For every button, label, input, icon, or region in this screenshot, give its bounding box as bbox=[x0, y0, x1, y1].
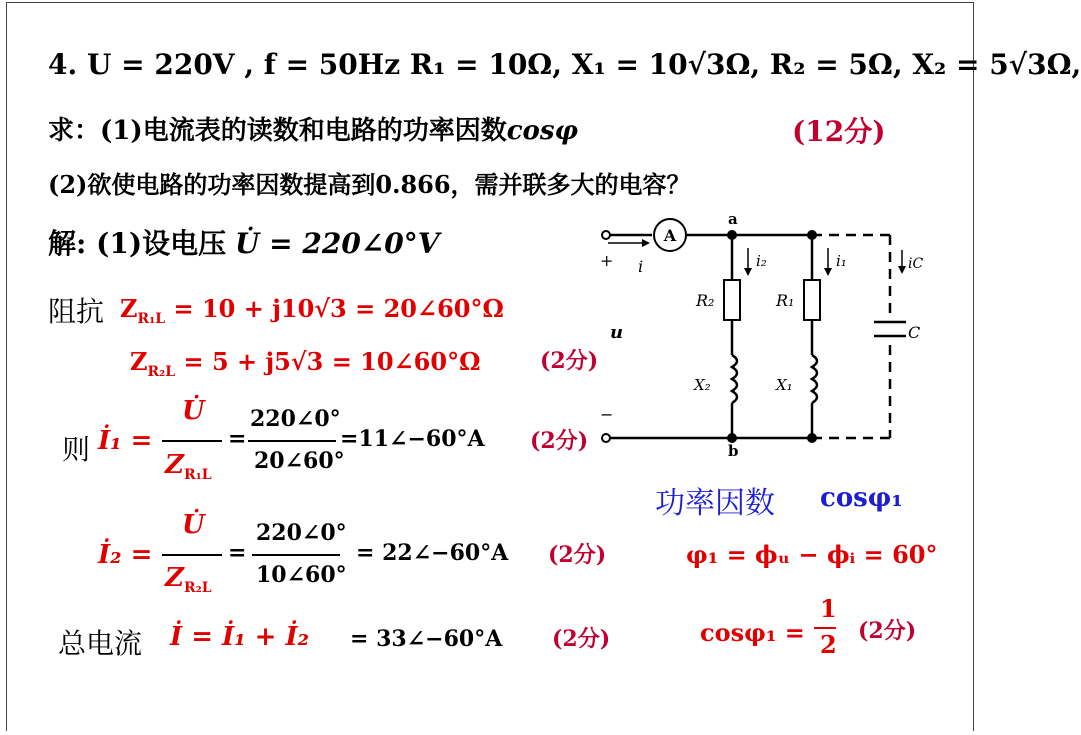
then-label: 则 bbox=[62, 433, 91, 466]
pf-symbol: cosφ₁ bbox=[820, 483, 903, 513]
problem-line3: (2)欲使电路的功率因数提高到0.866，需并联多大的电容？ bbox=[48, 170, 691, 199]
i2-fraction-bar2 bbox=[252, 554, 340, 556]
solution-intro bbox=[48, 222, 439, 262]
voltage-u-label: u bbox=[610, 322, 624, 343]
z1-subscript: R₁L bbox=[137, 310, 166, 327]
problem-score: (12分) bbox=[792, 115, 886, 148]
resistor-r1 bbox=[804, 280, 820, 320]
pf-phi-eq: φ₁ = ϕᵤ − ϕᵢ = 60° bbox=[686, 540, 938, 569]
i2-score: (2分) bbox=[548, 542, 607, 568]
z2-expression bbox=[130, 347, 480, 380]
i2-result: = 22∠−60°A bbox=[356, 540, 509, 566]
i1-num2: 220∠0° bbox=[250, 406, 341, 432]
ammeter-label: A bbox=[663, 226, 677, 245]
total-eq: İ = İ₁ + İ₂ bbox=[170, 622, 310, 652]
i1-den2: 20∠60° bbox=[254, 448, 345, 474]
pf-score: (2分) bbox=[858, 618, 917, 644]
z1-equation: = 10 + j10√3 = 20∠60°Ω bbox=[165, 294, 504, 323]
i1-label: i₁ bbox=[836, 252, 847, 270]
pf-label: 功率因数 bbox=[655, 486, 775, 521]
inductor-x2 bbox=[732, 355, 737, 403]
pf-cos-lhs: cosφ₁ = bbox=[700, 618, 805, 647]
z2-subscript: R₂L bbox=[147, 363, 176, 380]
node-a-label: a bbox=[728, 210, 738, 228]
x2-label: X₂ bbox=[694, 376, 711, 394]
pf-cos-den: 2 bbox=[820, 630, 837, 659]
i2-label: i₂ bbox=[756, 252, 767, 270]
pf-cos-num: 1 bbox=[820, 594, 837, 623]
i1-fraction-bar bbox=[162, 440, 222, 442]
impedance-label: 阻抗 bbox=[48, 295, 105, 328]
i1-equals: = bbox=[228, 426, 247, 452]
terminal-top bbox=[602, 231, 610, 239]
total-result: = 33∠−60°A bbox=[350, 626, 503, 652]
i2-num2: 220∠0° bbox=[256, 520, 347, 546]
z2-equation: = 5 + j5√3 = 10∠60°Ω bbox=[175, 347, 481, 376]
i1-den-z: $Z_{R_1L}$ bbox=[165, 450, 212, 484]
capacitor-label: C bbox=[908, 323, 921, 342]
problem-line1: 4. U = 220V , f = 50Hz R₁ = 10Ω, X₁ = 10√3Ω, R₂ = 5Ω, X₂ = 5√3Ω, bbox=[48, 48, 1081, 81]
node-b-label: b bbox=[728, 442, 739, 460]
r1-label: R₁ bbox=[776, 291, 795, 310]
resistor-r2 bbox=[724, 280, 740, 320]
i1-result: =11∠−60°A bbox=[340, 426, 485, 452]
pf-fraction-bar bbox=[814, 627, 836, 629]
terminal-bottom bbox=[602, 434, 610, 442]
total-label: 总电流 bbox=[58, 627, 143, 660]
i2-num-u: U̇ bbox=[182, 510, 205, 540]
i2-equals: = bbox=[228, 540, 247, 566]
intro-eq: U̇ = 220∠0°V bbox=[234, 227, 440, 260]
i1-fraction-bar2 bbox=[248, 440, 336, 442]
z2-symbol: Z bbox=[130, 347, 148, 376]
ic-label: iC bbox=[908, 256, 924, 272]
circuit-diagram bbox=[590, 210, 924, 460]
problem-cos: cosφ bbox=[506, 116, 579, 146]
i1-score: (2分) bbox=[530, 428, 589, 454]
plus-sign: + bbox=[600, 251, 614, 270]
inductor-x1 bbox=[812, 355, 817, 403]
z1-expression bbox=[120, 294, 504, 327]
i1-lhs: İ₁ = bbox=[98, 426, 153, 456]
z2-score: (2分) bbox=[540, 348, 599, 374]
total-score: (2分) bbox=[552, 626, 611, 652]
z1-symbol: Z bbox=[120, 294, 138, 323]
i2-den-z: $Z_{R_2L}$ bbox=[165, 563, 212, 597]
r2-label: R₂ bbox=[696, 291, 715, 310]
current-i-label: i bbox=[638, 257, 644, 276]
x1-label: X₁ bbox=[776, 376, 793, 394]
i2-den2: 10∠60° bbox=[256, 562, 347, 588]
i2-lhs: İ₂ = bbox=[98, 540, 153, 570]
problem-line2 bbox=[48, 110, 578, 147]
minus-sign: − bbox=[600, 405, 614, 424]
i2-fraction-bar bbox=[162, 554, 222, 556]
intro-label: 解: (1)设电压 bbox=[48, 227, 227, 260]
i1-num-u: U̇ bbox=[182, 396, 205, 426]
problem-line2-text: 求：(1)电流表的读数和电路的功率因数 bbox=[48, 116, 507, 146]
